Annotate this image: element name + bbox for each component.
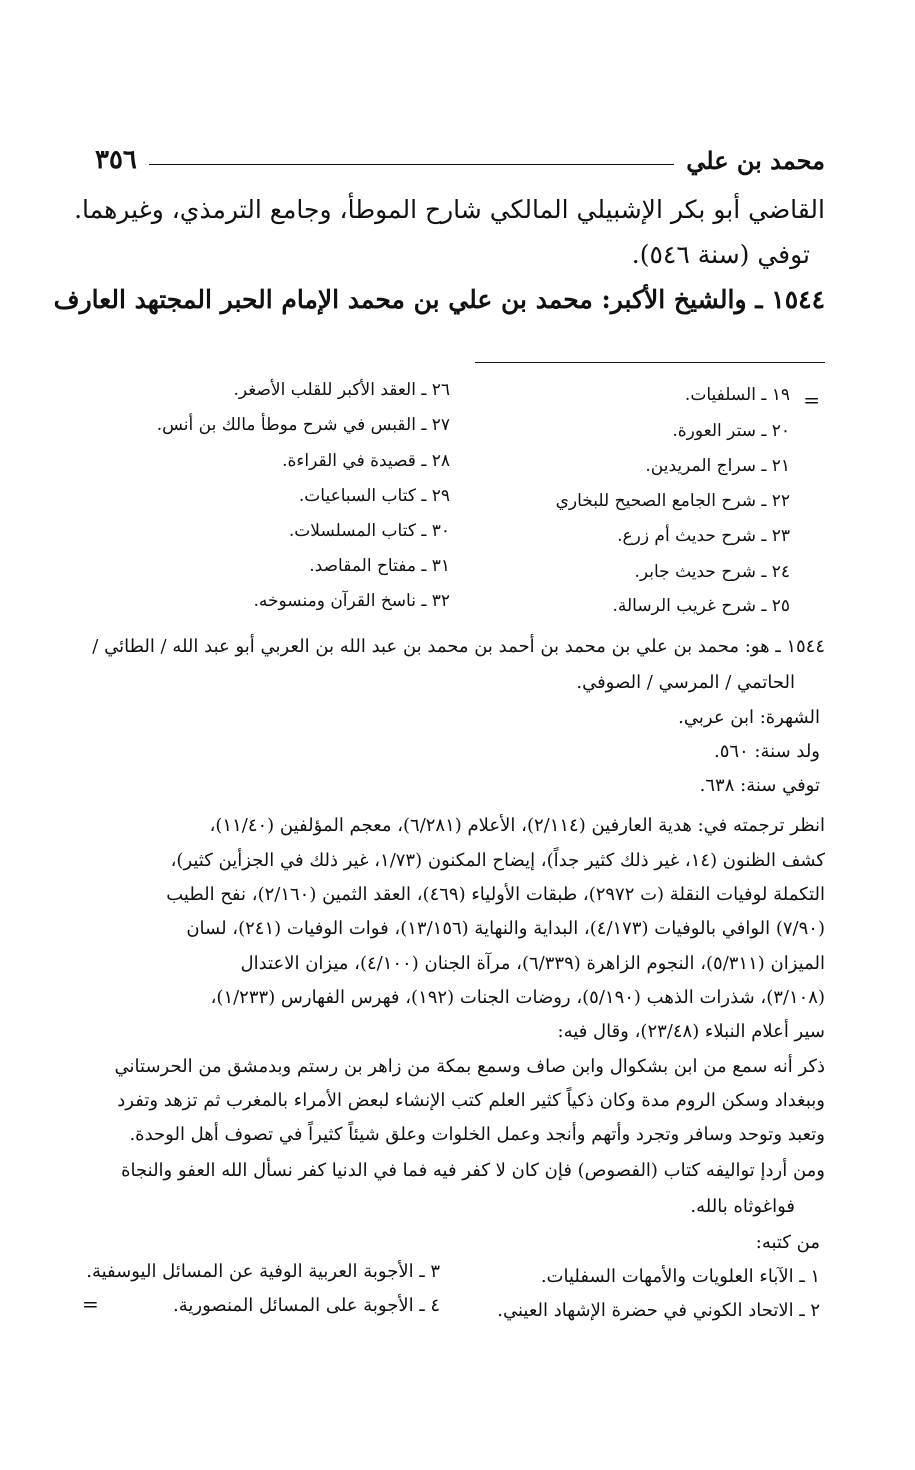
book-item: ١ ـ الآباء العلويات والأمهات السفليات. bbox=[540, 1266, 820, 1287]
work-item: ٢٩ ـ كتاب السباعيات. bbox=[298, 486, 450, 506]
sources-line: الميزان (٥/٣١١)، النجوم الزاهرة (٦/٣٣٩)، مرآة الجنان (٤/١٠٠)، ميزان الاعتدال bbox=[240, 953, 825, 974]
work-item: ٣١ ـ مفتاح المقاصد. bbox=[309, 556, 450, 576]
quote-line: وببغداد وسكن الروم مدة وكان ذكياً كثير العلم كتب الإنشاء لبعض الأمراء بالمغرب ثم تزهد وتفرد bbox=[117, 1090, 825, 1111]
work-item: ١٩ ـ السلفيات. bbox=[684, 385, 790, 405]
entry-born: ولد سنة: ٥٦٠. bbox=[713, 741, 820, 762]
entry-fame: الشهرة: ابن عربي. bbox=[678, 707, 820, 728]
sources-line: كشف الظنون (١٤، غير ذلك كثير جداً)، إيضاح المكنون (١/٧٣، غير ذلك في الجزأين كثير)، bbox=[170, 850, 825, 871]
continued-mark-bottom: = bbox=[82, 1292, 99, 1316]
work-item: ٢٨ ـ قصيدة في القراءة. bbox=[282, 451, 450, 471]
work-item: ٢٠ ـ ستر العورة. bbox=[672, 421, 790, 441]
sources-line: انظر ترجمته في: هدية العارفين (٢/١١٤)، الأعلام (٦/٢٨١)، معجم المؤلفين (١١/٤٠)، bbox=[209, 815, 825, 836]
main-text-line-3 bbox=[53, 285, 825, 314]
quote-line: ومن أردإ تواليفه كتاب (الفصوص) فإن كان لا كفر فيه فما في الدنيا كفر نسأل الله العفو والنجاة bbox=[121, 1160, 825, 1181]
sources-line: (٣/١٠٨)، شذرات الذهب (٥/١٩٠)، روضات الجنات (١٩٢)، فهرس الفهارس (١/٢٣٣)، bbox=[210, 987, 825, 1008]
quote-line: وتعبد وتوحد وسافر وتجرد وأتهم وأنجد وعمل الخلوات وعلق شيئاً كثيراً في تصوف أهل الوحدة. bbox=[129, 1124, 825, 1145]
work-item: ٢٣ ـ شرح حديث أم زرع. bbox=[617, 526, 790, 546]
work-item: ٢٥ ـ شرح غريب الرسالة. bbox=[612, 596, 790, 616]
work-item: ٢٦ ـ العقد الأكبر للقلب الأصغر. bbox=[233, 380, 450, 400]
work-item: ٢٤ ـ شرح حديث جابر. bbox=[634, 562, 790, 582]
main-text-line-1: القاضي أبو بكر الإشبيلي المالكي شارح الموطأ، وجامع الترمذي، وغيرهما. bbox=[74, 195, 825, 224]
book-item: ٣ ـ الأجوبة العربية الوفية عن المسائل اليوسفية. bbox=[86, 1261, 440, 1282]
entry-line-2: الحاتمي / المرسي / الصوفي. bbox=[576, 672, 795, 693]
footnote-divider bbox=[475, 362, 825, 363]
quote-line: ذكر أنه سمع من ابن بشكوال وابن صاف وسمع بمكة من زاهر بن رستم وبدمشق من الحرستاني bbox=[114, 1056, 825, 1077]
book-item: ٤ ـ الأجوبة على المسائل المنصورية. bbox=[173, 1295, 440, 1316]
sources-line: سير أعلام النبلاء (٢٣/٤٨)، وقال فيه: bbox=[557, 1021, 825, 1042]
entry-heading: والشيخ الأكبر: محمد بن علي بن محمد الإمام الحبر المجتهد العارف bbox=[53, 285, 747, 314]
work-item: ٣٢ ـ ناسخ القرآن ومنسوخه. bbox=[253, 591, 450, 611]
sources-line: (٧/٩٠) الوافي بالوفيات (٤/١٧٣)، البداية والنهاية (١٣/١٥٦)، فوات الوفيات (٢٤١)، لسان bbox=[186, 918, 825, 939]
books-label: من كتبه: bbox=[755, 1232, 820, 1253]
running-title: محمد بن علي bbox=[686, 145, 825, 175]
running-header bbox=[95, 140, 825, 180]
page-number: ٣٥٦ bbox=[95, 145, 137, 175]
work-item: ٢٧ ـ القبس في شرح موطأ مالك بن أنس. bbox=[156, 415, 450, 435]
entry-died: توفي سنة: ٦٣٨. bbox=[699, 775, 820, 796]
entry-line-1: ١٥٤٤ ـ هو: محمد بن علي بن محمد بن أحمد بن محمد بن عبد الله بن العربي أبو عبد الله / الطائي / bbox=[92, 636, 825, 657]
main-text-line-2: توفي (سنة ٥٤٦). bbox=[631, 240, 810, 269]
quote-line: فواغوثاه بالله. bbox=[690, 1196, 795, 1217]
work-item: ٢١ ـ سراج المريدين. bbox=[645, 456, 790, 476]
work-item: ٣٠ ـ كتاب المسلسلات. bbox=[288, 521, 450, 541]
entry-number: ١٥٤٤ ـ bbox=[755, 285, 825, 314]
sources-line: التكملة لوفيات النقلة (ت ٢٩٧٢)، طبقات الأولياء (٤٦٩)، العقد الثمين (٢/١٦٠)، نفح الطيب bbox=[166, 884, 825, 905]
work-item: ٢٢ ـ شرح الجامع الصحيح للبخاري bbox=[555, 491, 790, 511]
continued-mark-top: = bbox=[803, 388, 820, 412]
book-item: ٢ ـ الاتحاد الكوني في حضرة الإشهاد العيني. bbox=[497, 1300, 820, 1321]
header-rule bbox=[149, 164, 674, 165]
